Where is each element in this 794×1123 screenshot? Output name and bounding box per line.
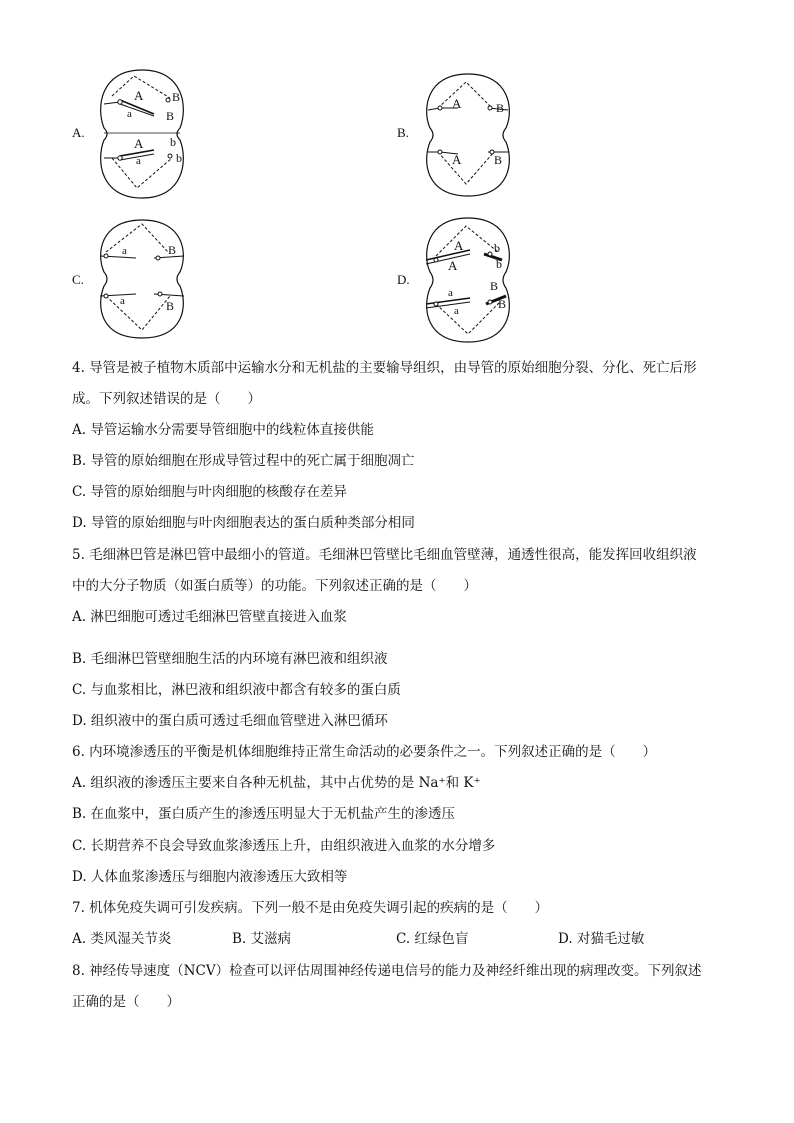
fig-a-text: A [134,136,144,151]
fig-b-text: A [452,96,462,111]
fig-a-text: B [172,90,181,104]
q5-option-c: C. 与血浆相比，淋巴液和组织液中都含有较多的蛋白质 [72,682,401,698]
fig-c-text: B [168,243,177,257]
fig-c-text: B [166,299,175,313]
q5-option-d: D. 组织液中的蛋白质可透过毛细血管壁进入淋巴循环 [72,713,388,729]
fig-b-text: A [452,152,462,167]
q6-option-b: B. 在血浆中，蛋白质产生的渗透压明显大于无机盐产生的渗透压 [72,806,456,822]
fig-d-text: a [454,305,459,317]
fig-a-text: a [136,155,141,167]
q7-option-d: D. 对猫毛过敏 [558,931,645,947]
fig-a-text: b [170,135,176,149]
fig-b-text: B [496,101,505,115]
fig-d-text: B [490,279,499,293]
figure-a-label: A. [72,125,85,140]
question-5-line-2: 中的大分子物质（如蛋白质等）的功能。下列叙述正确的是（ ） [72,578,477,594]
q4-option-d: D. 导管的原始细胞与叶肉细胞表达的蛋白质种类部分相同 [72,515,415,531]
q7-option-a: A. 类风湿关节炎 [72,931,172,947]
fig-d-text: B [498,297,507,311]
fig-a-text: A [134,88,144,103]
fig-c-text: a [120,295,125,307]
fig-a-text: a [127,108,132,120]
fig-d-text: a [448,287,453,299]
question-8-line-2: 正确的是（ ） [72,994,180,1010]
question-6-line-1: 6. 内环境渗透压的平衡是机体细胞维持正常生命活动的必要条件之一。下列叙述正确的是（ ） [72,744,657,760]
fig-d-text: b [496,257,502,271]
cell-diagram-c [92,218,192,340]
question-4-line-1: 4. 导管是被子植物木质部中运输水分和无机盐的主要输导组织，由导管的原始细胞分裂、分化、死亡后形 [72,360,697,376]
q7-option-c: C. 红绿色盲 [396,931,469,947]
question-8-line-1: 8. 神经传导速度（NCV）检查可以评估周围神经传递电信号的能力及神经纤维出现的病理改变。下列叙述 [72,963,702,979]
fig-d-text: A [448,258,458,273]
q6-option-c: C. 长期营养不良会导致血浆渗透压上升，由组织液进入血浆的水分增多 [72,838,496,854]
figure-c-label: C. [72,272,84,287]
figure-b-label: B. [397,125,409,140]
fig-b-text: B [494,153,503,167]
cell-diagram-a [92,68,192,200]
fig-d-text: b [494,241,500,255]
fig-a-text: B [166,109,175,123]
q5-option-a: A. 淋巴细胞可透过毛细淋巴管壁直接进入血浆 [72,609,347,625]
question-4-line-2: 成。下列叙述错误的是（ ） [72,391,261,407]
cell-diagram-b [418,72,518,198]
q5-option-b: B. 毛细淋巴管壁细胞生活的内环境有淋巴液和组织液 [72,651,388,667]
fig-c-text: a [122,245,127,257]
q4-option-a: A. 导管运输水分需要导管细胞中的线粒体直接供能 [72,422,374,438]
q4-option-b: B. 导管的原始细胞在形成导管过程中的死亡属于细胞凋亡 [72,453,415,469]
q6-option-d: D. 人体血浆渗透压与细胞内液渗透压大致相等 [72,869,348,885]
question-5-line-1: 5. 毛细淋巴管是淋巴管中最细小的管道。毛细淋巴管壁比毛细血管壁薄，通透性很高，能发挥回收组织液 [72,547,697,563]
fig-a-text: b [176,151,182,165]
q4-option-c: C. 导管的原始细胞与叶肉细胞的核酸存在差异 [72,484,347,500]
cell-diagram-d [418,216,518,344]
figure-d-label: D. [397,272,410,287]
question-7-line-1: 7. 机体免疫失调可引发疾病。下列一般不是由免疫失调引起的疾病的是（ ） [72,900,549,916]
q7-option-b: B. 艾滋病 [232,931,292,947]
fig-d-text: A [454,238,464,253]
q6-option-a: A. 组织液的渗透压主要来自各种无机盐，其中占优势的是 Na⁺和 K⁺ [72,775,481,791]
